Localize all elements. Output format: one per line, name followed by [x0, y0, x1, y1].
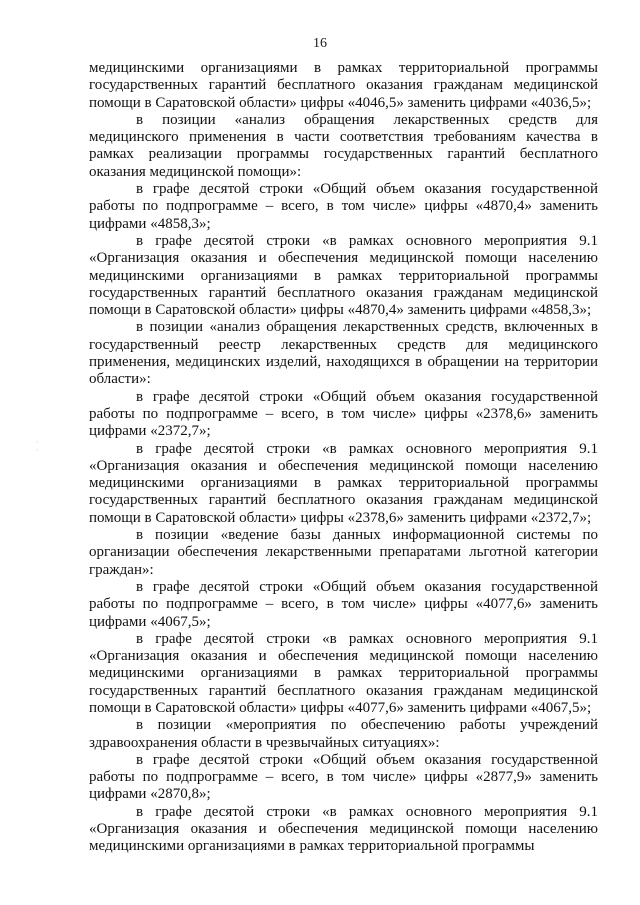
- paragraph: в графе десятой строки «в рамках основного мероприятия 9.1 «Организация оказания и обеспечения медицинской помощи населению медицинскими организациями в рамках территориальной программы государственных гарантий бесплатного оказания гражданам медицинской помощи в Саратовской области» цифры «2378,6» заменить цифрами «2372,7»;: [89, 440, 598, 526]
- paragraph: в графе десятой строки «в рамках основного мероприятия 9.1 «Организация оказания и обеспечения медицинской помощи населению медицинскими организациями в рамках территориальной программы государственных гарантий бесплатного оказания гражданам медицинской помощи в Саратовской области» цифры «4870,4» заменить цифрами «4858,3»;: [89, 232, 598, 319]
- paragraph: в позиции «мероприятия по обеспечению работы учреждений здравоохранения области в чрезвычайных ситуациях»:: [89, 717, 598, 751]
- page-number: 16: [313, 36, 327, 51]
- paragraph: в графе десятой строки «Общий объем оказания государственной работы по подпрограмме – всего, в том числе» цифры «4870,4» заменить цифрами «4858,3»;: [89, 181, 598, 232]
- paragraph: в графе десятой строки «Общий объем оказания государственной работы по подпрограмме – всего, в том числе» цифры «2877,9» заменить цифрами «2870,8»;: [89, 751, 598, 803]
- paragraph: в графе десятой строки «Общий объем оказания государственной работы по подпрограмме – всего, в том числе» цифры «4077,6» заменить цифрами «4067,5»;: [89, 578, 598, 630]
- paragraph: в графе десятой строки «Общий объем оказания государственной работы по подпрограмме – всего, в том числе» цифры «2378,6» заменить цифрами «2372,7»;: [89, 388, 598, 440]
- document-body: [89, 60, 598, 856]
- paragraph: в позиции «анализ обращения лекарственных средств для медицинского применения в части соответствия требованиям качества в рамках реализации программы государственных гарантий бесплатного оказания медицинской помощи»:: [89, 111, 598, 180]
- paragraph: в позиции «ведение базы данных информационной системы по организации обеспечения лекарственными препаратами льготной категории граждан»:: [89, 527, 598, 578]
- paragraph: медицинскими организациями в рамках территориальной программы государственных гарантий бесплатного оказания гражданам медицинской помощи в Саратовской области» цифры «4046,5» заменить цифрами «4036,5»;: [89, 60, 598, 111]
- scan-margin-mark: ·: [36, 438, 39, 447]
- paragraph: в графе десятой строки «в рамках основного мероприятия 9.1 «Организация оказания и обеспечения медицинской помощи населению медицинскими организациями в рамках территориальной программы: [89, 803, 598, 855]
- paragraph: в графе десятой строки «в рамках основного мероприятия 9.1 «Организация оказания и обеспечения медицинской помощи населению медицинскими организациями в рамках территориальной программы государственных гарантий бесплатного оказания гражданам медицинской помощи в Саратовской области» цифры «4077,6» заменить цифрами «4067,5»;: [89, 630, 598, 716]
- scan-margin-mark: ·: [36, 446, 39, 455]
- paragraph: в позиции «анализ обращения лекарственных средств, включенных в государственный реестр лекарственных средств для медицинского применения, медицинских изделий, находящихся в обращении на территории области»:: [89, 319, 598, 388]
